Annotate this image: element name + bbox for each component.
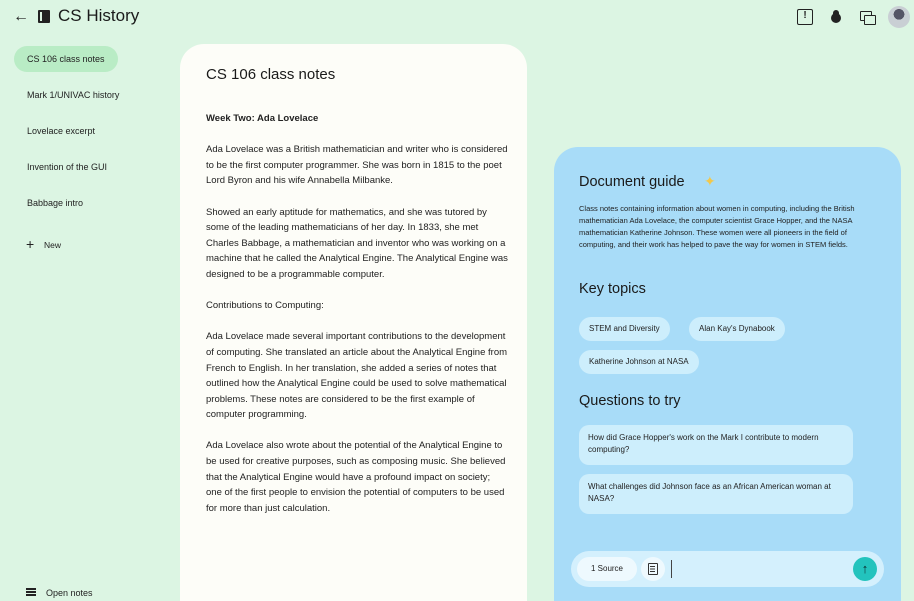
plus-icon: + [26,236,35,252]
back-arrow-icon[interactable]: ← [13,8,29,25]
send-button[interactable] [853,557,877,581]
source-chip[interactable]: 1 Source [577,557,637,581]
chat-input-bar [571,551,884,587]
sidebar-item-mark1-univac[interactable]: Mark 1/UNIVAC history [27,90,120,100]
new-note-label: New [44,240,62,250]
sparkle-icon: ✦ [704,173,716,189]
note-paragraph: Showed an early aptitude for mathematics, and she was tutored by some of the leading mathematicians of her day. In 1833, she met Charles Babbage, a mathematician and inventor who was working on a machine that he called the Analytical Engine. The Analytical Engine was designed to be a programmable computer. [206,206,508,280]
notebook-icon [38,10,50,23]
question-card[interactable]: What challenges did Johnson face as an African American woman at NASA? [579,474,853,514]
note-paragraph: Ada Lovelace was a British mathematician and writer who is considered to be the first computer programmer. She was born in 1815 to the poet Lord Byron and his wife Annabella Milbanke. [206,144,508,187]
topic-chip[interactable]: STEM and Diversity [579,317,670,341]
chat-input[interactable] [671,560,841,578]
top-bar [0,0,914,36]
document-guide-panel [554,147,901,601]
document-icon [648,563,658,575]
note-title: CS 106 class notes [206,66,336,83]
sidebar-item-cs106-notes[interactable]: CS 106 class notes [14,46,118,72]
key-topics-title: Key topics [579,281,646,297]
sidebar-item-lovelace-excerpt[interactable]: Lovelace excerpt [27,126,96,136]
questions-title: Questions to try [579,393,681,409]
arrow-up-icon: ↑ [861,561,869,576]
new-note-button[interactable] [26,237,61,252]
topic-chip[interactable]: Alan Kay's Dynabook [689,317,785,341]
bug-icon[interactable] [828,9,844,25]
feedback-icon[interactable]: ! [797,9,813,25]
note-paragraph: Contributions to Computing: [206,300,324,312]
note-paragraph: Ada Lovelace made several important contributions to the development of computing. She translated an article about the Analytical Engine from French to English. In her translation, she added a series of notes that outlined how the Analytical Engine could be used to solve mathematical problems. These notes are considered to be the first example of computer programming. [206,331,508,421]
sidebar-item-babbage-intro[interactable]: Babbage intro [27,198,84,208]
sidebar-item-gui-invention[interactable]: Invention of the GUI [27,162,108,172]
note-body[interactable] [206,111,508,532]
note-heading: Week Two: Ada Lovelace [206,113,319,124]
sidebar [0,40,170,601]
scroll-fade [180,531,527,601]
app-title: CS History [58,6,140,25]
note-card [180,44,527,601]
notes-list-icon [26,587,38,597]
avatar[interactable] [888,6,910,28]
note-paragraph: Ada Lovelace also wrote about the potential of the Analytical Engine to be used for creative purposes, such as composing music. She believed that the Analytical Engine would have a profound impact on society; one of the first people to envision the potential of computers to be used for more than just calculation. [206,440,506,514]
guide-title: Document guide [579,174,685,190]
question-card[interactable]: How did Grace Hopper's work on the Mark I contribute to modern computing? [579,425,853,465]
open-notes-label: Open notes [46,588,93,598]
guide-summary: Class notes containing information about women in computing, including the British mathematician Ada Lovelace, the computer scientist Grace Hopper, and the NASA mathematician Katherine Johnson. These women were all pioneers in the field of computing, and their work has helped to pave the way for women in STEM fields. [579,204,855,249]
topic-chip[interactable]: Katherine Johnson at NASA [579,350,699,374]
chat-icon[interactable] [859,9,875,25]
document-button[interactable] [641,557,665,581]
open-notes-button[interactable] [26,587,93,598]
